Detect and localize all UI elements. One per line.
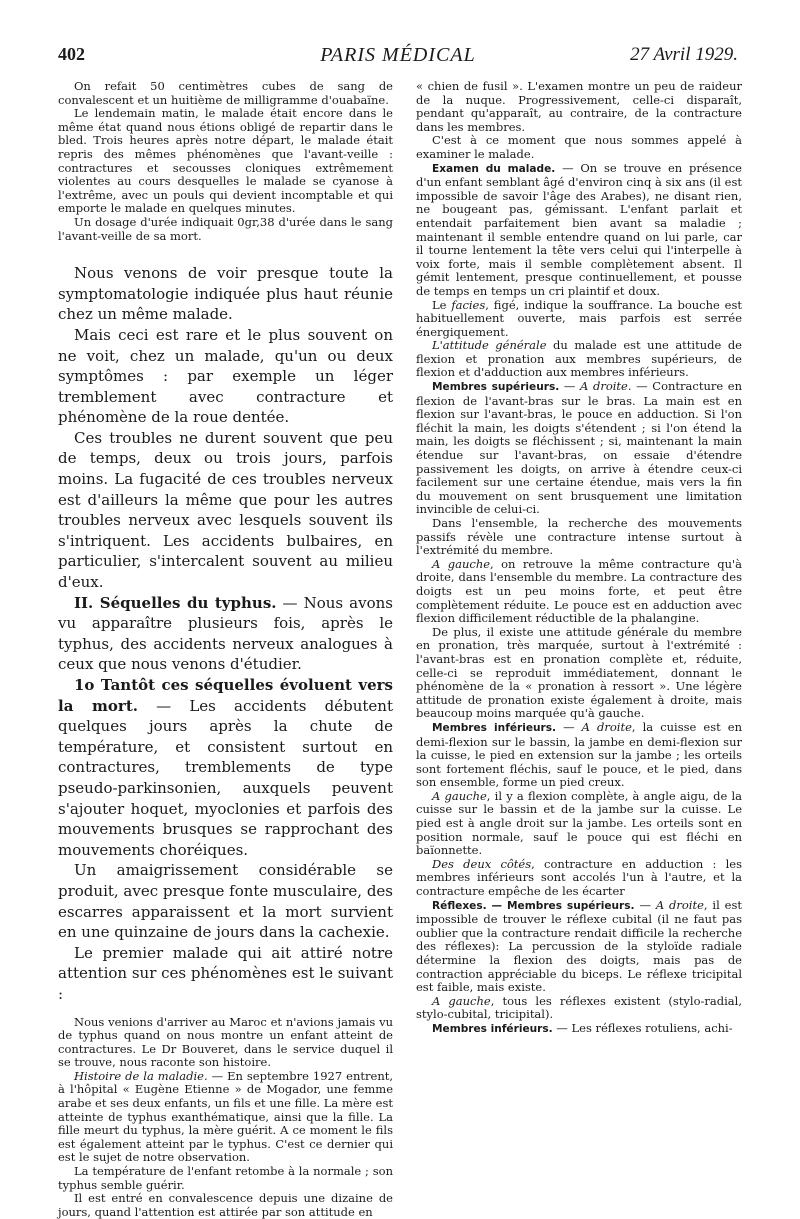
paragraph: De plus, il existe une attitude générale du membre en pronation, très marquée, surtout à l'extrémité : l'avant-bras est en pronation complète et, réduite, celle-ci se reproduit immédiatement, donnant le phénomène de la « pronation à ressort ». Une légère attitude de pronation existe également à droite, mais beaucoup moins marquée qu'à gauche. [416,624,742,721]
right-column [416,80,742,1037]
paragraph: Réflexes. — Membres supérieurs. — A droite, il est impossible de trouver le réflexe cubital (il ne faut pas oublier que la contracture rendait difficile la recherche des réflexes): La percussion de la styloïde radiale détermine la flexion des doigts, mais pas de contraction appréciable du biceps. Le réflexe tricipital est faible, mais existe. [416,897,742,995]
paragraph: Le premier malade qui ait attiré notre attention sur ces phénomènes est le suivant : [58,943,393,1003]
paragraph: La température de l'enfant retombe à la normale ; son typhus semble guérir. [58,1164,393,1192]
paragraph: A gauche, tous les réflexes existent (stylo-radial, stylo-cubital, tricipital). [416,993,743,1022]
paragraph: Le lendemain matin, le malade était encore dans le même état quand nous étions obligé de repartir dans le bled. Trois heures après notre départ, le malade était repris des mêmes phénomènes que l'avant-veille : contractures et secousses cloniques extrêmement violentes au cours desquelles le malade se cyanose à l'extrême, avec un pouls qui devient incomptable et qui emporte le malade en quelques minutes. [58,106,393,216]
left-column [58,80,393,1219]
paragraph: Des deux côtés, contracture en adduction : les membres inférieurs sont accolés l'un à l'autre, et la contracture empêche de les écarter [416,856,742,899]
paragraph: « chien de fusil ». L'examen montre un peu de raideur de la nuque. Progressivement, celle-ci disparaît, pendant qu'apparaît, au contraire, de la contracture dans les membres. [416,79,742,134]
paragraph: L'attitude générale du malade est une attitude de flexion et pronation aux membres supérieurs, de flexion et d'adduction aux membres inférieurs. [416,338,742,380]
paragraph: Examen du malade. — On se trouve en présence d'un enfant semblant âgé d'environ cinq à six ans (il est impossible de savoir l'âge des Arabes), ne disant rien, ne bougeant pas, gémissant. L'enfant parlait et entendait parfaitement bien avant sa maladie ; maintenant il semble entendre quand on lui parle, car il tourne lentement la tête vers celui qui l'interpelle à voix forte, mais il semble complètement absent. Il gémit lentement, presque continuellement, et pousse de temps en temps un cri plaintif et doux. [416,160,742,298]
paragraph: Histoire de la maladie. — En septembre 1927 entrent, à l'hôpital « Eugène Etienne » de Mogador, une femme arabe et ses deux enfants, un fils et une fille. La mère est atteinte de typhus exanthématique, ainsi que la fille. La fille meurt du typhus, la mère guérit. A ce moment le fils est également atteint par le typhus. C'est ce dernier qui est le sujet de notre observation. [58,1068,393,1165]
paragraph: C'est à ce moment que nous sommes appelé à examiner le malade. [416,133,742,161]
section-heading: II. Séquelles du typhus. [74,593,277,612]
paragraph: Membres inférieurs. — A droite, la cuisse est en demi-flexion sur le bassin, la jambe en demi-flexion sur la cuisse, le pied en extension sur la jambe ; les orteils sont fortement fléchis, sauf le pouce, et le pied, dans son ensemble, forme un pied creux. [416,719,742,790]
journal-title: PARIS MÉDICAL [320,44,476,66]
issue-date: 27 Avril 1929. [630,44,738,65]
paragraph: Ces troubles ne durent souvent que peu de temps, deux ou trois jours, parfois moins. La fugacité de ces troubles nerveux est d'ailleurs la même que pour les autres troubles nerveux avec lesquels souvent ils s'intriquent. Les accidents bulbaires, en particulier, s'intercalent souvent au milieu d'eux. [58,428,393,592]
subheading: Membres inférieurs. [432,1022,553,1035]
subsection-heading: 1o Tantôt ces séquelles évoluent vers la mort. [58,676,393,715]
paragraph: Dans l'ensemble, la recherche des mouvements passifs révèle une contracture intense surtout à l'extrémité du membre. [416,516,742,558]
subheading: Membres inférieurs. [432,721,557,734]
paragraph: Membres supérieurs. — A droite. — Contracture en flexion de l'avant-bras sur le bras. La main est en flexion sur l'avant-bras, le pouce en adduction. Si l'on fléchit la main, les doigts s'étendent ; si l'on étend la main, les doigts se fléchissent ; si, maintenant la main étendue sur l'avant-bras, on essaie d'étendre passivement les doigts, on arrive à étendre ceux-ci facilement sur une certaine étendue, mais vers la fin du mouvement on sent brusquement une limitation invincible de celui-ci. [416,379,742,517]
section-paragraph: II. Séquelles du typhus. — Nous avons vu apparaître plusieurs fois, après le typhus, des accidents nerveux analogues à ceux que nous venons d'étudier. [58,593,393,674]
subheading: Réflexes. — Membres supérieurs. [432,899,635,912]
paragraph: On refait 50 centimètres cubes de sang de convalescent et un huitième de milligramme d'ouabaïne. [58,79,393,107]
paragraph: Le facies, figé, indique la souffrance. La bouche est habituellement ouverte, mais parfois est serrée énergiquement. [416,297,742,339]
paragraph: Un dosage d'urée indiquait 0gr,38 d'urée dans le sang l'avant-veille de sa mort. [58,214,393,243]
running-header [58,44,738,78]
paragraph: A gauche, on retrouve la même contracture qu'à droite, dans l'ensemble du membre. La contracture des doigts est un peu moins forte, et peut être complètement réduite. Le pouce est en adduction avec flexion difficilement réductible de la phalangine. [416,556,742,626]
paragraph: Mais ceci est rare et le plus souvent on ne voit, chez un malade, qu'un ou deux symptômes : par exemple un léger tremblement avec contracture et phénomène de la roue dentée. [58,325,393,427]
paragraph: Nous venions d'arriver au Maroc et n'avions jamais vu de typhus quand on nous montre un enfant atteint de contractures. Le Dr Bouveret, dans le service duquel il se trouve, nous raconte son histoire. [58,1014,393,1070]
paragraph: Un amaigrissement considérable se produit, avec presque fonte musculaire, des escarres apparaissent et la mort survient en une quinzaine de jours dans la cachexie. [58,861,394,942]
subheading: Membres supérieurs. [432,381,560,394]
paragraph: Il est entré en convalescence depuis une dizaine de jours, quand l'attention est attirée par son attitude en [58,1191,393,1219]
paragraph: Nous venons de voir presque toute la symptomatologie indiquée plus haut réunie chez un même malade. [58,264,393,324]
paragraph: Membres inférieurs. — Les réflexes rotuliens, achi- [432,1020,733,1035]
section-paragraph: 1o Tantôt ces séquelles évoluent vers la mort. — Les accidents débutent quelques jours après la chute de température, et consistent surtout en contractures, tremblements de type pseudo-parkinsonien, auxquels peuvent s'ajouter hoquet, myoclonies et parfois des mouvements brusques se rapprochant des mouvements choréiques. [58,676,393,859]
page-number: 402 [58,44,85,64]
subheading: Examen du malade. [432,162,556,175]
paragraph: A gauche, il y a flexion complète, à angle aigu, de la cuisse sur le bassin et de la jambe sur la cuisse. Le pied est à angle droit sur la jambe. Les orteils sont en position normale, sauf le pouce qui est fléchi en baïonnette. [416,788,742,858]
